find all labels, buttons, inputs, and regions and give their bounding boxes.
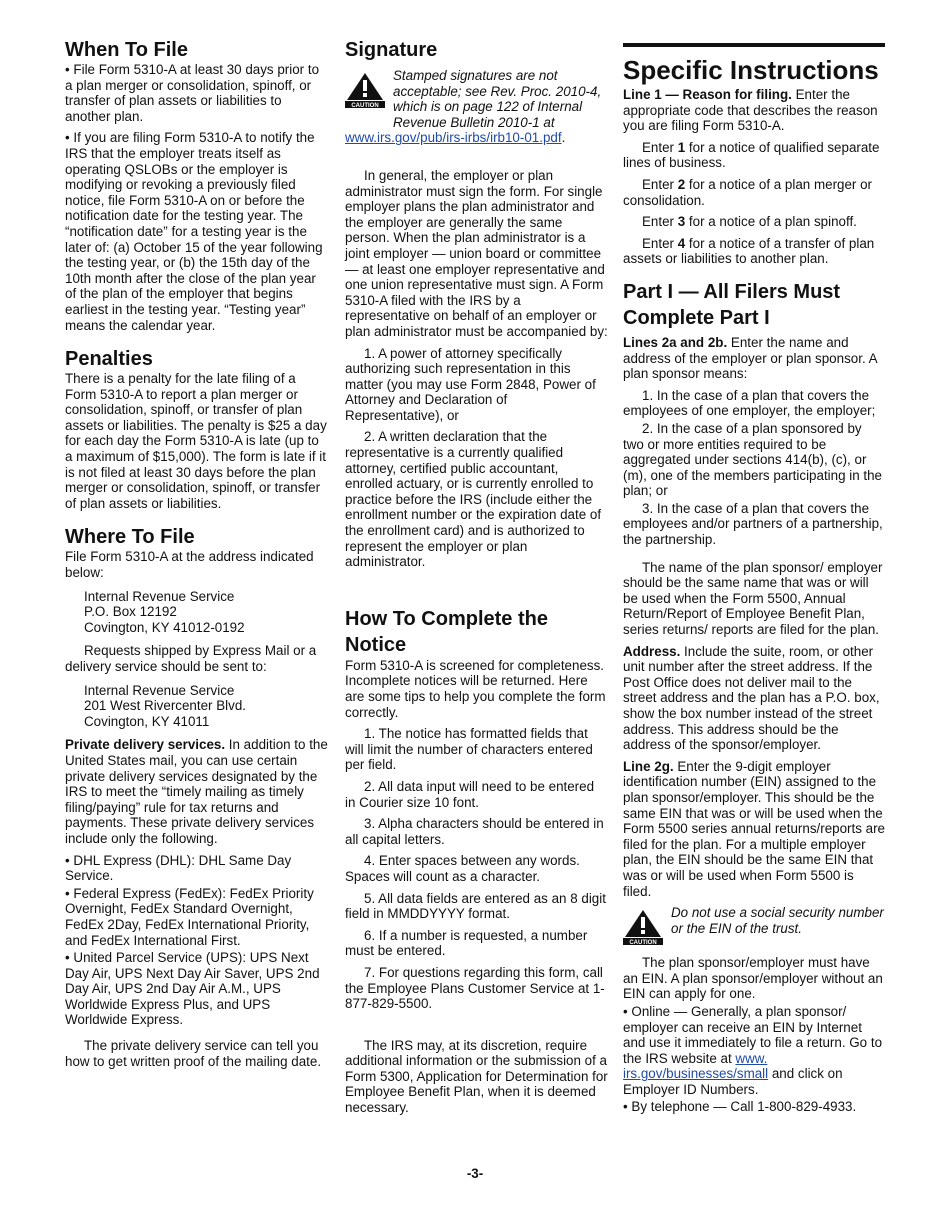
ein-paragraph: The plan sponsor/employer must have an EIN. A plan sponsor/employer without an EIN can apply for one.: [623, 955, 883, 1002]
telephone-bullet: • By telephone — Call 1-800-829-4933.: [623, 1099, 857, 1115]
pds-closing: The private delivery service can tell you how to get written proof of the mailing date.: [65, 1038, 322, 1069]
tip-2: 2. All data input will need to be entered in Courier size 10 font.: [345, 778, 595, 810]
online-bullet: [623, 1004, 885, 1098]
heading-specific-instructions: Specific Instructions: [623, 55, 879, 85]
code-pre: Enter: [642, 176, 678, 192]
caution-end: .: [561, 130, 566, 146]
tip-7: 7. For questions regarding this form, call the Employee Plans Customer Service at 1-877-829-5500.: [345, 964, 605, 1012]
mailing-address: [84, 589, 328, 636]
column-middle: [345, 38, 608, 1122]
code-pre: Enter: [642, 214, 678, 230]
line-2g-label: Line 2g.: [623, 758, 674, 774]
code-post: for a notice of qualified separate lines of business.: [623, 139, 880, 171]
address-line: Covington, KY 41011: [84, 713, 210, 729]
online-end: and click on Employer ID Numbers.: [623, 1066, 843, 1097]
tip-3: 3. Alpha characters should be entered in all capital letters.: [345, 816, 604, 847]
online-text: • Online — Generally, a plan sponsor/ employer can receive an EIN by Internet and use it immediately to file a return. Go to the IRS website at: [623, 1003, 883, 1066]
code-3: [623, 214, 885, 230]
address-line: Internal Revenue Service: [84, 588, 235, 604]
heading-signature: Signature: [345, 39, 438, 61]
line1-paragraph: [623, 87, 885, 134]
heading-penalties: Penalties: [65, 348, 153, 371]
code-2: [623, 177, 885, 208]
lines-2a-2b-paragraph: [623, 335, 885, 382]
code-4: [623, 236, 885, 267]
lines-2a-2b-text: Enter the name and address of the employer or plan sponsor. A plan sponsor means:: [623, 334, 877, 382]
express-mail-text: Requests shipped by Express Mail or a delivery service should be sent to:: [65, 643, 317, 674]
column-right: [623, 38, 885, 1121]
code-value: 1: [677, 139, 686, 155]
tip-4: 4. Enter spaces between any words. Spaces will count as a character.: [345, 853, 580, 884]
signature-paragraph: In general, the employer or plan administrator must sign the form. For single employer plans the plan administrator and the employer are generally the same person. When the plan administrator is a joint employer — union board or committee — at least one employer representative and one union representative must sign. A Form 5310-A filed with the IRS by a representative on behalf of an employer or plan administrator must be accompanied by:: [345, 167, 608, 339]
address-line: P.O. Box 12192: [84, 604, 177, 620]
code-post: for a notice of a plan merger or consolidation.: [623, 176, 873, 208]
code-1: [623, 140, 885, 171]
address-line: Covington, KY 41012-0192: [84, 619, 245, 635]
page-number: -3-: [466, 1166, 484, 1181]
code-value: 3: [677, 214, 686, 230]
address-paragraph: [623, 644, 885, 753]
name-paragraph: The name of the plan sponsor/ employer should be the same name that was or will be used when the Form 5500, Annual Return/Report of Employee Benefit Plan, series returns/ reports are filed for the plan.: [623, 559, 883, 638]
irb-link[interactable]: www.irs.gov/pub/irs-irbs/irb10-01.pdf: [345, 130, 562, 146]
pds-bullet-dhl: • DHL Express (DHL): DHL Same Day Service.: [65, 852, 292, 884]
caution-icon: [623, 909, 663, 945]
private-delivery-text: In addition to the United States mail, you can use certain private delivery services designated by the IRS to meet the “timely mailing as timely filing/paying” rule for tax returns and payments. These private delivery services include only the following.: [65, 737, 328, 846]
line-2g-paragraph: [623, 759, 885, 899]
irs-small-business-link[interactable]: www. irs.gov/businesses/small: [623, 1050, 769, 1082]
signature-item-1: 1. A power of attorney specifically authorizing such representation in this matter (you may use Form 2848, Power of Attorney and Declaration of Representative), or: [345, 345, 596, 423]
signature-item-2: 2. A written declaration that the representative is a currently qualified attorney, certified public accountant, enrolled actuary, or is currently enrolled to practice before the IRS (include either the enrollment number or the expiration date of the enrollment card) and is authorized to represent the employer or plan administrator.: [345, 429, 602, 570]
tip-1: 1. The notice has formatted fields that will limit the number of characters entered per field.: [345, 726, 593, 773]
address-text: Include the suite, room, or other unit number after the street address. If the Post Office does not deliver mail to the street address and the plan has a P.O. box, show the box number instead of the street address. This address should be the address of the sponsor/employer.: [623, 643, 880, 753]
address-line: Internal Revenue Service: [84, 682, 235, 698]
pds-bullet-fedex: • Federal Express (FedEx): FedEx Priority Overnight, FedEx Standard Overnight, FedEx 2Day, FedEx International Priority, and FedEx International First.: [65, 885, 314, 948]
line1-label: Line 1 — Reason for filing.: [623, 87, 792, 102]
caution-link-line: [345, 130, 608, 146]
address-line: 201 West Rivercenter Blvd.: [84, 698, 246, 714]
code-pre: Enter: [642, 235, 678, 251]
heading-part-1: Part I — All Filers Must Complete Part I: [623, 280, 841, 329]
caution-ein: [623, 905, 885, 945]
code-pre: Enter: [642, 139, 678, 155]
sponsor-def-2: 2. In the case of a plan sponsored by two or more entities required to be aggregated under sections 414(b), (c), or (m), one of the members participating in the plan; or: [623, 420, 883, 499]
code-value: 4: [677, 235, 686, 251]
caution-text: Stamped signatures are not acceptable; see Rev. Proc. 2010-4, which is on page 122 of Internal Revenue Bulletin 2010-1 at: [393, 68, 602, 130]
section-rule: [623, 43, 885, 47]
where-to-file-intro: File Form 5310-A at the address indicated below:: [65, 549, 314, 581]
line1-text: Enter the appropriate code that describes the reason you are filing Form 5310-A.: [623, 87, 878, 134]
heading-how-to-complete: How To Complete the Notice: [345, 607, 548, 656]
sponsor-def-1: 1. In the case of a plan that covers the employees of one employer, the employer;: [623, 387, 876, 419]
caution-signature-text: [393, 68, 608, 130]
heading-when-to-file: When To File: [65, 39, 188, 61]
lines-2a-2b-label: Lines 2a and 2b.: [623, 334, 728, 350]
caution-ein-text: Do not use a social security number or the EIN of the trust.: [671, 905, 884, 936]
caution-icon: [345, 72, 385, 108]
caution-label: CAUTION: [351, 103, 379, 108]
when-to-file-bullet-2: • If you are filing Form 5310-A to notify the IRS that the employer treats itself as operating QSLOBs or the employer is modifying or revoking a previously filed notice, file Form 5310-A on or before the notification date for the testing year. The “notification date” for a testing year is the later of: (a) October 15 of the year following the testing year, or (b) the 15th day of the 10th month after the close of the plan year of the plan of the employer that begins earliest in the testing year. “Testing year” means the calendar year.: [65, 130, 323, 333]
caution-signature: [345, 68, 608, 130]
column-left: [65, 38, 328, 1075]
how-to-closing: The IRS may, at its discretion, require additional information or the submission of a Form 5300, Application for Determination for Employee Benefit Plan, when it is deemed necessary.: [345, 1037, 608, 1116]
when-to-file-bullet-1: • File Form 5310-A at least 30 days prior to a plan merger or consolidation, spinoff, or transfer of plan assets or liabilities to another plan.: [65, 62, 320, 124]
how-to-intro: Form 5310-A is screened for completeness. Incomplete notices will be returned. Here are some tips to help you complete the form correctly.: [345, 657, 606, 720]
code-post: for a notice of a transfer of plan assets or liabilities to another plan.: [623, 235, 875, 267]
heading-where-to-file: Where To File: [65, 526, 195, 549]
penalties-text: There is a penalty for the late filing of a Form 5310-A to report a plan merger or consolidation, spinoff, or transfer of plan assets or liabilities. The penalty is $25 a day for each day the Form 5310-A is late (up to a maximum of $15,000). The form is late if it is not filed at least 30 days before the plan merger or consolidation, spinoff, or transfer of plan assets or liabilities.: [65, 371, 327, 511]
private-delivery-label: Private delivery services.: [65, 737, 226, 753]
caution-label: CAUTION: [629, 940, 657, 946]
code-value: 2: [677, 176, 686, 192]
code-post: for a notice of a plan spinoff.: [685, 214, 857, 230]
pds-bullet-ups: • United Parcel Service (UPS): UPS Next Day Air, UPS Next Day Air Saver, UPS 2nd Day Air, UPS 2nd Day Air A.M., UPS Worldwide Express Plus, and UPS Worldwide Express.: [65, 950, 320, 1028]
tip-6: 6. If a number is requested, a number must be entered.: [345, 927, 588, 959]
express-address: [84, 683, 328, 730]
sponsor-def-3: 3. In the case of a plan that covers the employees and/or partners of a partnership, the partnership.: [623, 500, 883, 548]
tip-5: 5. All data fields are entered as an 8 digit field in MMDDYYYY format.: [345, 890, 606, 922]
private-delivery-paragraph: [65, 737, 328, 846]
address-label: Address.: [623, 643, 681, 659]
line-2g-text: Enter the 9-digit employer identification number (EIN) assigned to the plan sponsor/employer. This should be the same EIN that was or will be used when the Form 5500 series annual returns/reports are filed for the plan. For a multiple employer plan, the EIN should be the same EIN that was or will be used when Form 5500 is filed.: [623, 758, 885, 899]
